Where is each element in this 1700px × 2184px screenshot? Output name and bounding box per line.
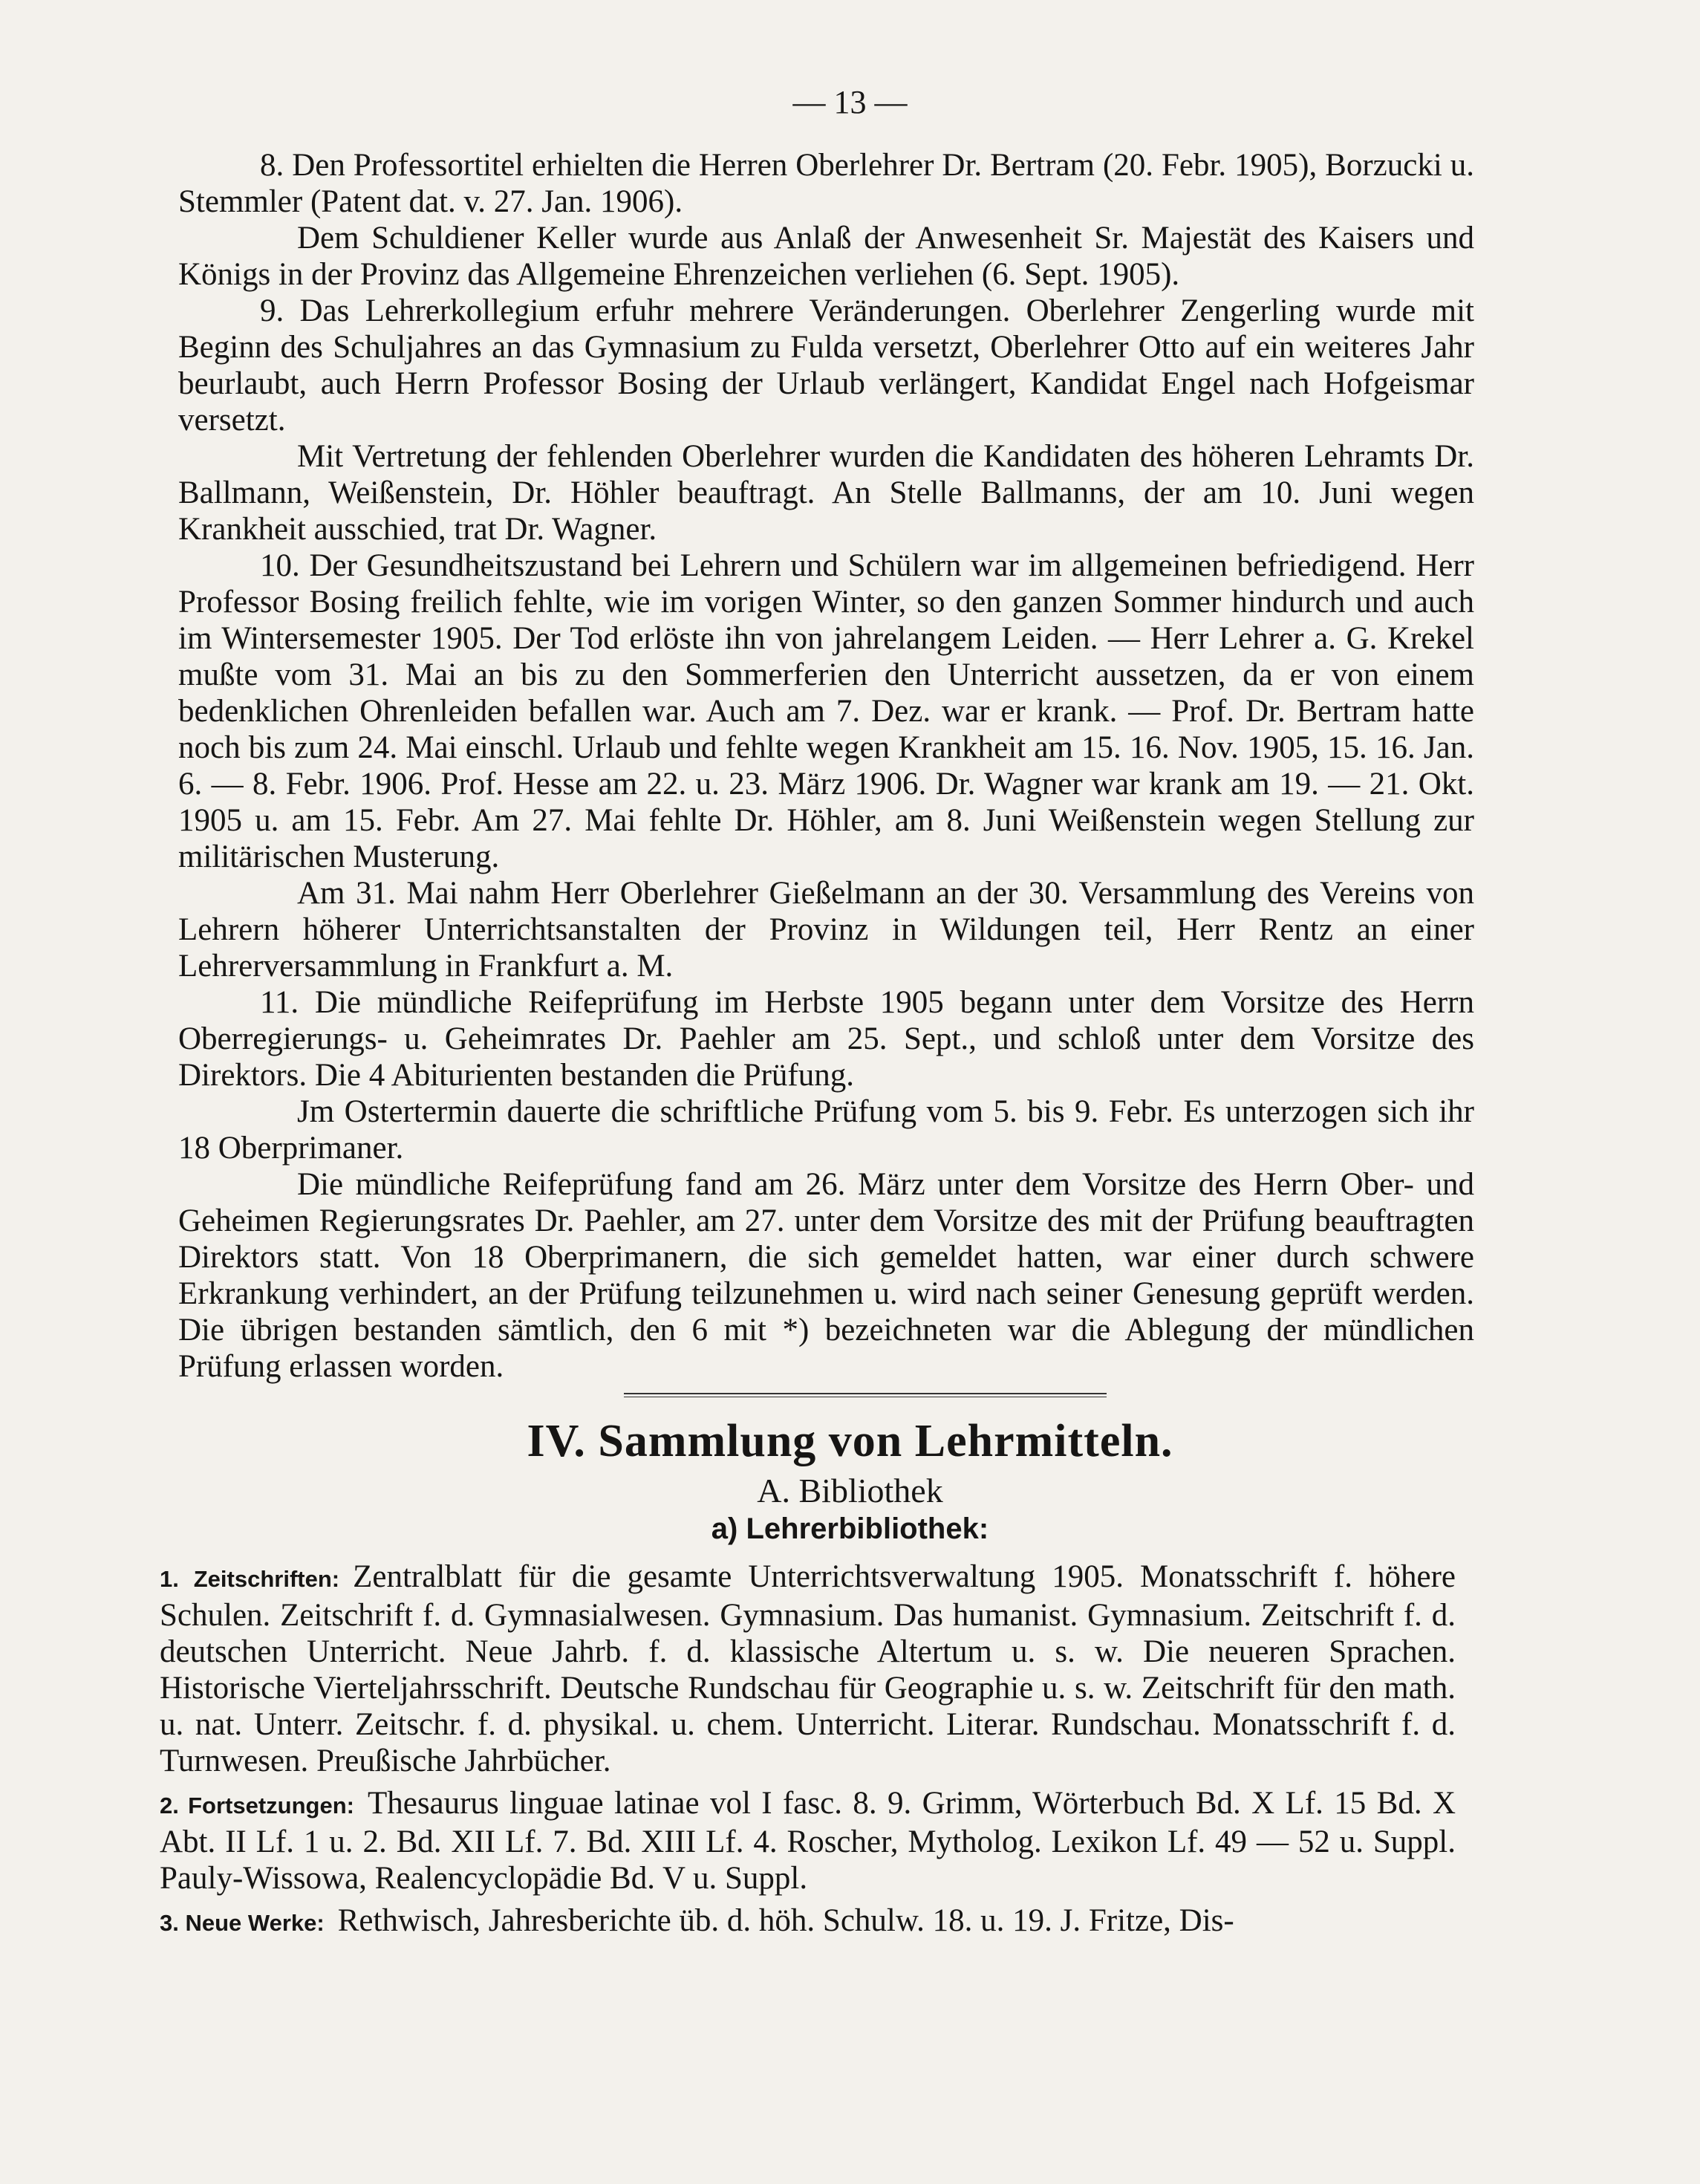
- paragraph-muendliche-pruefung: Die mündliche Reifeprüfung fand am 26. März unter dem Vorsitze des Herrn Ober- und Geheimen Regierungsrates Dr. Paehler, am 27. unter dem Vorsitze des mit der Prüfung beauftragten Direktors statt. Von 18 Oberprimanern, die sich gemeldet hatten, war einer durch schwere Erkrankung verhindert, an der Prüfung teilzunehmen u. wird nach seiner Genesung geprüft werden. Die übrigen bestanden sämtlich, den 6 mit *) bezeichneten war die Ablegung der mündlichen Prüfung erlassen worden.: [178, 1167, 1474, 1384]
- list-item: [160, 1785, 1456, 1897]
- list-item: [160, 1902, 1456, 1941]
- list-item-text: Thesaurus linguae latinae vol I fasc. 8. 9. Grimm, Wörterbuch Bd. X Lf. 15 Bd. X Abt. II Lf. 1 u. 2. Bd. XII Lf. 7. Bd. XIII Lf. 4. Roscher, Mytholog. Lexikon Lf. 49 — 52 u. Suppl. Pauly-Wissowa, Realencyclopädie Bd. V u. Suppl.: [160, 1786, 1456, 1896]
- section-title: IV. Sammlung von Lehrmitteln.: [527, 1416, 1173, 1466]
- paragraph-vertretung: Mit Vertretung der fehlenden Oberlehrer wurden die Kandidaten des höheren Lehramts Dr. Ballmann, Weißenstein, Dr. Höhler beauftragt. An Stelle Ballmanns, der am 10. Juni wegen Krankheit ausschied, trat Dr. Wagner.: [178, 439, 1474, 547]
- paragraph-schuldiener: Dem Schuldiener Keller wurde aus Anlaß der Anwesenheit Sr. Majestät des Kaisers und Königs in der Provinz das Allgemeine Ehrenzeichen verliehen (6. Sept. 1905).: [178, 221, 1474, 292]
- list-item-label: 2. Fortsetzungen:: [160, 1793, 354, 1819]
- paragraph-ostertermin: Jm Ostertermin dauerte die schriftliche Prüfung vom 5. bis 9. Febr. Es unterzogen sich ihr 18 Oberprimaner.: [178, 1094, 1474, 1166]
- paragraph-10: 10. Der Gesundheitszustand bei Lehrern und Schülern war im allgemeinen befriedigend. Herr Professor Bosing freilich fehlte, wie im vorigen Winter, so den ganzen Sommer hindurch und auch im Wintersemester 1905. Der Tod erlöste ihn von jahrelangem Leiden. — Herr Lehrer a. G. Krekel mußte vom 31. Mai an bis zu den Sommerferien den Unterricht aussetzen, da er von einem bedenklichen Ohrenleiden befallen war. Auch am 7. Dez. war er krank. — Prof. Dr. Bertram hatte noch bis zum 24. Mai einschl. Urlaub und fehlte wegen Krankheit am 15. 16. Nov. 1905, 15. 16. Jan. 6. — 8. Febr. 1906. Prof. Hesse am 22. u. 23. März 1906. Dr. Wagner war krank am 19. — 21. Okt. 1905 u. am 15. Febr. Am 27. Mai fehlte Dr. Höhler, am 8. Juni Weißenstein wegen Stellung zur militärischen Musterung.: [178, 548, 1474, 874]
- paragraph-8: 8. Den Professortitel erhielten die Herren Oberlehrer Dr. Bertram (20. Febr. 1905), Borzucki u. Stemmler (Patent dat. v. 27. Jan. 1906).: [178, 148, 1474, 219]
- section-subtitle: A. Bibliothek: [757, 1472, 943, 1509]
- section-divider: [624, 1393, 1107, 1397]
- paragraph-versammlung: Am 31. Mai nahm Herr Oberlehrer Gießelmann an der 30. Versammlung des Vereins von Lehrern höherer Unterrichtsanstalten der Provinz in Wildungen teil, Herr Rentz an einer Lehrerversammlung in Frankfurt a. M.: [178, 876, 1474, 984]
- body-text: [178, 147, 1474, 1385]
- list-item: [160, 1559, 1456, 1779]
- list-item-label: 1. Zeitschriften:: [160, 1566, 340, 1592]
- paragraph-11: 11. Die mündliche Reifeprüfung im Herbste 1905 begann unter dem Vorsitze des Herrn Oberregierungs- u. Geheimrates Dr. Paehler am 25. Sept., und schloß unter dem Vorsitze des Direktors. Die 4 Abiturienten bestanden die Prüfung.: [178, 985, 1474, 1093]
- page-number: — 13 —: [792, 84, 908, 120]
- list-item-text: Zentralblatt für die gesamte Unterrichtsverwaltung 1905. Monatsschrift f. höhere Schulen. Zeitschrift f. d. Gymnasialwesen. Gymnasium. Das humanist. Gymnasium. Zeitschrift f. d. deutschen Unterricht. Neue Jahrb. f. d. klassische Altertum u. s. w. Die neueren Sprachen. Historische Vierteljahrsschrift. Deutsche Rundschau für Geographie u. s. w. Zeitschrift für den math. u. nat. Unterr. Zeitschr. f. d. physikal. u. chem. Unterricht. Literar. Rundschau. Monatsschrift f. d. Turnwesen. Preußische Jahrbücher.: [160, 1559, 1456, 1778]
- list-item-text: Rethwisch, Jahresberichte üb. d. höh. Schulw. 18. u. 19. J. Fritze, Dis-: [337, 1903, 1234, 1938]
- list-item-label: 3. Neue Werke:: [160, 1910, 325, 1936]
- library-list: [160, 1559, 1456, 1947]
- subsection-title: a) Lehrerbibliothek:: [711, 1512, 989, 1545]
- paragraph-9: 9. Das Lehrerkollegium erfuhr mehrere Veränderungen. Oberlehrer Zengerling wurde mit Beginn des Schuljahres an das Gymnasium zu Fulda versetzt, Oberlehrer Otto auf ein weiteres Jahr beurlaubt, auch Herrn Professor Bosing der Urlaub verlängert, Kandidat Engel nach Hofgeismar versetzt.: [178, 293, 1474, 438]
